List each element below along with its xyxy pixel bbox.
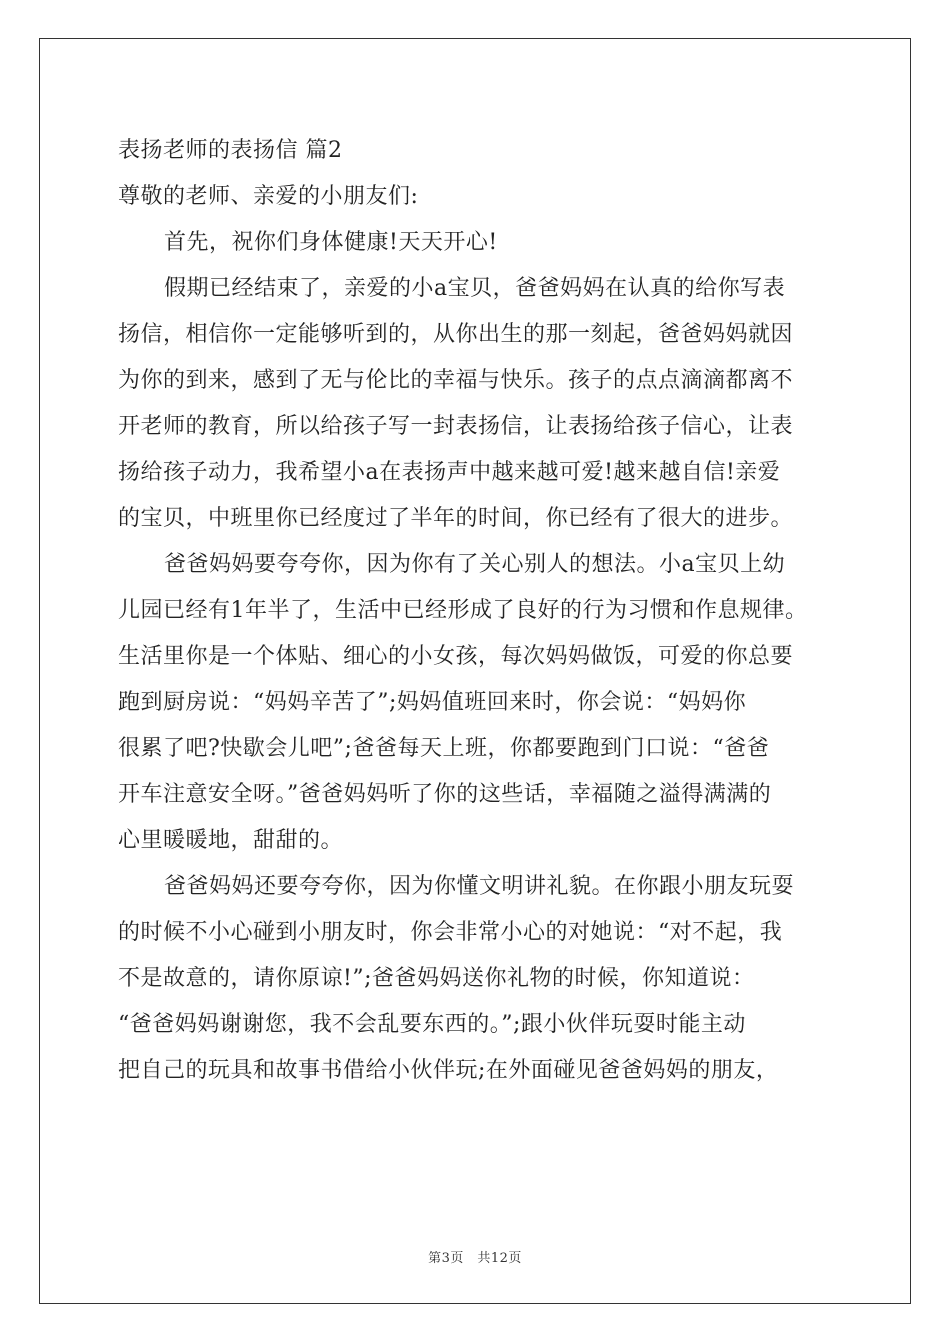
text-line: 首先，祝你们身体健康!天天开心!	[164, 230, 498, 255]
text-line: 生活里你是一个体贴、细心的小女孩，每次妈妈做饭，可爱的你总要	[118, 644, 794, 669]
page-number-footer: 第3页 共12页	[428, 1251, 522, 1266]
text-line: 假期已经结束了，亲爱的小a宝贝，爸爸妈妈在认真的给你写表	[164, 276, 786, 301]
text-line: 为你的到来，感到了无与伦比的幸福与快乐。孩子的点点滴滴都离不	[118, 368, 794, 393]
document-body	[118, 128, 838, 1094]
text-line: “爸爸妈妈谢谢您，我不会乱要东西的。”;跟小伙伴玩耍时能主动	[118, 1012, 746, 1037]
text-line: 很累了吧?快歇会儿吧”;爸爸每天上班，你都要跑到门口说：“爸爸	[118, 736, 770, 761]
text-line: 开车注意安全呀。”爸爸妈妈听了你的这些话，幸福随之溢得满满的	[118, 782, 772, 807]
text-line: 的时候不小心碰到小朋友时，你会非常小心的对她说：“对不起，我	[118, 920, 783, 945]
salutation: 尊敬的老师、亲爱的小朋友们:	[118, 184, 419, 209]
text-line: 爸爸妈妈还要夸夸你，因为你懂文明讲礼貌。在你跟小朋友玩耍	[164, 874, 795, 899]
text-line: 不是故意的，请你原谅!”;爸爸妈妈送你礼物的时候，你知道说：	[118, 966, 755, 991]
text-line: 儿园已经有1年半了，生活中已经形成了良好的行为习惯和作息规律。	[118, 598, 808, 623]
text-line: 扬信，相信你一定能够听到的，从你出生的那一刻起，爸爸妈妈就因	[118, 322, 794, 347]
text-line: 跑到厨房说：“妈妈辛苦了”;妈妈值班回来时，你会说：“妈妈你	[118, 690, 747, 715]
text-line: 心里暖暖地，甜甜的。	[118, 828, 344, 853]
document-title: 表扬老师的表扬信 篇2	[118, 138, 343, 163]
text-line: 扬给孩子动力，我希望小a在表扬声中越来越可爱!越来越自信!亲爱	[118, 460, 781, 485]
text-line: 的宝贝，中班里你已经度过了半年的时间，你已经有了很大的进步。	[118, 506, 794, 531]
text-line: 爸爸妈妈要夸夸你，因为你有了关心别人的想法。小a宝贝上幼	[164, 552, 786, 577]
text-line: 把自己的玩具和故事书借给小伙伴玩;在外面碰见爸爸妈妈的朋友，	[118, 1058, 779, 1083]
text-line: 开老师的教育，所以给孩子写一封表扬信，让表扬给孩子信心，让表	[118, 414, 794, 439]
